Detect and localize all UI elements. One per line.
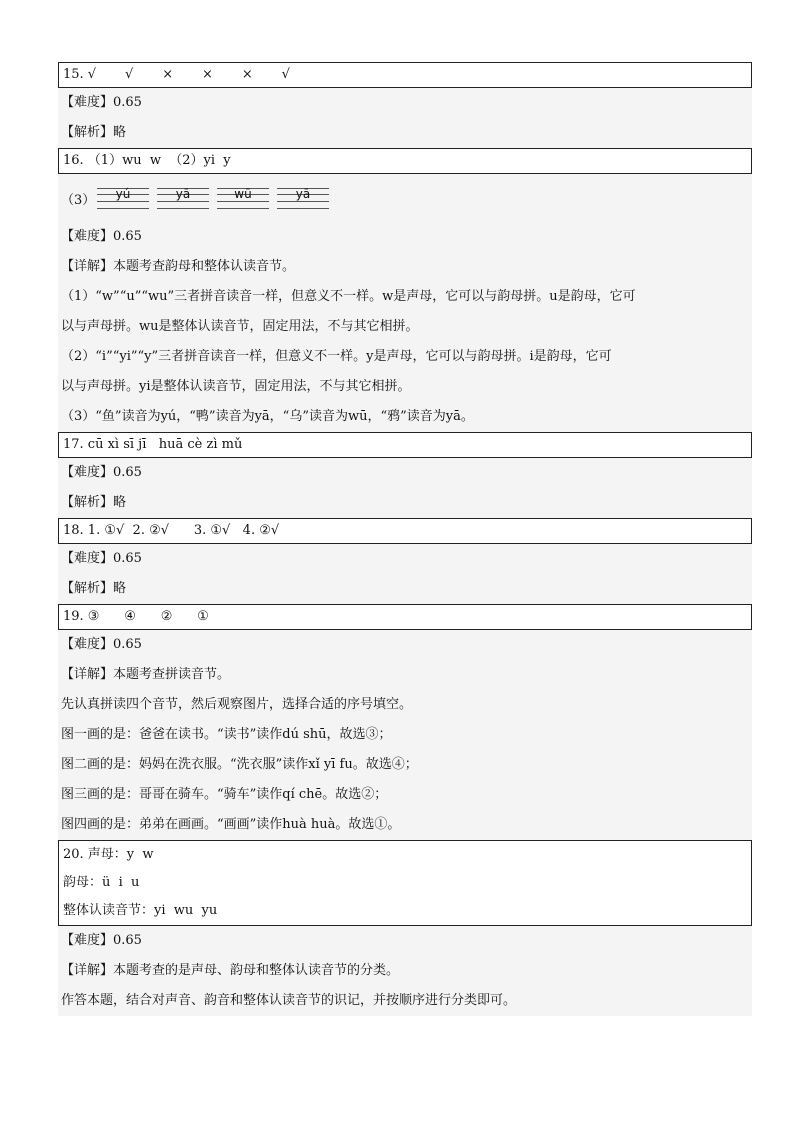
- answer-q16: 16. （1）wu w （2）yi y: [63, 153, 231, 168]
- detail-q19-line: 图三画的是：哥哥在骑车。“骑车”读作qí chē。故选②；: [61, 787, 388, 802]
- analysis-q18: 【解析】略: [61, 581, 127, 596]
- answer-q19: 19. ③ ④ ② ①: [63, 609, 209, 624]
- four-line-grid: [157, 186, 209, 210]
- detail-q19-line: 先认真拼读四个音节，然后观察图片，选择合适的序号填空。: [61, 697, 413, 712]
- detail-q16-line: （3）“鱼”读音为yú，“鸭”读音为yā，“乌”读音为wū，“鸦”读音为yā。: [61, 409, 474, 424]
- answer-box-q16: [58, 148, 752, 174]
- difficulty-q18: 【难度】0.65: [61, 551, 142, 566]
- difficulty-q17: 【难度】0.65: [61, 465, 142, 480]
- answer-q15: 15. √ √ × × × √: [63, 67, 290, 82]
- answer-box-q15: [58, 62, 752, 88]
- difficulty-q20: 【难度】0.65: [61, 933, 142, 948]
- difficulty-q15: 【难度】0.65: [61, 95, 142, 110]
- answer-q20-initials: 20. 声母：y w: [63, 847, 154, 862]
- detail-q16: 【详解】本题考查韵母和整体认读音节。: [61, 259, 296, 274]
- syllable: yā: [295, 187, 311, 201]
- answer-box-q20: [58, 840, 752, 926]
- detail-q19-line: 图一画的是：爸爸在读书。“读书”读作dú shū，故选③；: [61, 727, 392, 742]
- answer-box-q18: [58, 518, 752, 544]
- syllable: yú: [115, 187, 131, 201]
- difficulty-q16: 【难度】0.65: [61, 229, 142, 244]
- answer-q20-finals: 韵母：ü i u: [63, 875, 140, 890]
- answer-q20-syllables: 整体认读音节：yi wu yu: [63, 903, 218, 918]
- analysis-q17: 【解析】略: [61, 495, 127, 510]
- part3-label: （3）: [61, 192, 96, 208]
- detail-q16-line: （1）“w”“u”“wu”三者拼音读音一样，但意义不一样。w是声母，它可以与韵母拼。u是韵母，它可: [61, 289, 636, 304]
- answer-box-q19: [58, 604, 752, 630]
- detail-q20: 【详解】本题考查的是声母、韵母和整体认读音节的分类。: [61, 963, 400, 978]
- answer-q18: 18. 1. ①√ 2. ②√ 3. ①√ 4. ②√: [63, 523, 280, 538]
- analysis-q15: 【解析】略: [61, 125, 127, 140]
- detail-q16-line: 以与声母拼。yi是整体认读音节，固定用法，不与其它相拼。: [61, 379, 411, 394]
- answer-q17: 17. cū xì sī jī huā cè zì mǔ: [63, 437, 243, 452]
- answer-box-q17: [58, 432, 752, 458]
- syllable: yā: [175, 187, 191, 201]
- four-line-grid: [217, 186, 269, 210]
- detail-q19-line: 图二画的是：妈妈在洗衣服。“洗衣服”读作xǐ yī fu。故选④；: [61, 757, 418, 772]
- detail-q16-line: （2）“i”“yi”“y”三者拼音读音一样，但意义不一样。y是声母，它可以与韵母拼。i是韵母，它可: [61, 349, 612, 364]
- four-line-grid: [97, 186, 149, 210]
- difficulty-q19: 【难度】0.65: [61, 637, 142, 652]
- four-line-grid: [277, 186, 329, 210]
- detail-q20-line: 作答本题，结合对声音、韵音和整体认读音节的识记，并按顺序进行分类即可。: [61, 993, 517, 1008]
- syllable: wū: [234, 187, 252, 201]
- answer-content: [58, 62, 752, 1016]
- detail-q19-line: 图四画的是：弟弟在画画。“画画”读作huà huà。故选①。: [61, 817, 401, 832]
- pinyin-writing-row: [58, 174, 752, 222]
- detail-q16-line: 以与声母拼。wu是整体认读音节，固定用法，不与其它相拼。: [61, 319, 419, 334]
- detail-q19: 【详解】本题考查拼读音节。: [61, 667, 231, 682]
